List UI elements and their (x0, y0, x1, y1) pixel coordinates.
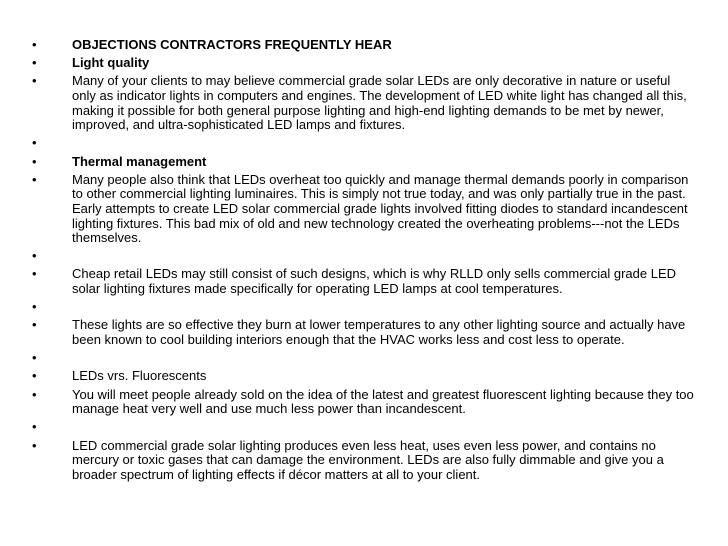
bullet-dot-icon: • (32, 135, 37, 151)
bullet-text: LED commercial grade solar lighting produces even less heat, uses even less power, and contains no mercury or toxic gases that can damage the environment. LEDs are also fully dimmable and give you a broader spectrum of lighting effects if décor matters at all to your client. (72, 437, 664, 482)
bullet-item (32, 318, 696, 347)
bullet-item (32, 420, 696, 435)
bullet-dot-icon: • (32, 368, 37, 384)
bullet-text: Cheap retail LEDs may still consist of such designs, which is why RLLD only sells commercial grade LED solar lighting fixtures made specifically for operating LED lamps at cool temperatures. (72, 266, 677, 297)
bullet-text: LEDs vrs. Fluorescents (72, 368, 207, 384)
bullet-item (32, 300, 696, 315)
bullet-item (32, 136, 696, 151)
bullet-text: Many of your clients to may believe commercial grade solar LEDs are only decorative in nature or useful only as indicator lights in computers and engines. The development of LED white light has changed all this, making it possible for both general purpose lighting and high-end lighting demands to be met by newer, improved, and ultra-sophisticated LED lamps and fixtures. (72, 73, 687, 133)
bullet-dot-icon: • (32, 37, 37, 52)
bullet-text: OBJECTIONS CONTRACTORS FREQUENTLY HEAR (72, 37, 392, 52)
bullet-dot-icon: • (32, 419, 37, 435)
bullet-dot-icon: • (32, 386, 37, 402)
bullet-dot-icon: • (32, 55, 37, 71)
bullet-item (32, 74, 696, 132)
bullet-dot-icon: • (32, 266, 37, 282)
bullet-item (32, 351, 696, 366)
bullet-item (32, 369, 696, 384)
bullet-list (32, 38, 696, 486)
bullet-dot-icon: • (32, 171, 37, 187)
bullet-item (32, 173, 696, 246)
bullet-dot-icon: • (32, 299, 37, 315)
bullet-text: Many people also think that LEDs overheat too quickly and manage thermal demands poorly in comparison to other commercial lighting luminaires. This is simply not true today, and was only partially true in the past. Early attempts to create LED solar commercial grade lights involved fitting diodes to standard incandescent lighting fixtures. This bad mix of old and new technology created the overheating problems---not the LEDs themselves. (72, 171, 689, 246)
bullet-dot-icon: • (32, 350, 37, 366)
bullet-item (32, 38, 696, 53)
bullet-text: You will meet people already sold on the idea of the latest and greatest fluorescent lighting because they too manage heat very well and use much less power than incandescent. (72, 386, 694, 417)
bullet-dot-icon: • (32, 153, 37, 169)
bullet-item (32, 56, 696, 71)
bullet-item (32, 249, 696, 264)
bullet-item (32, 388, 696, 417)
bullet-text: Light quality (72, 55, 150, 71)
bullet-item (32, 267, 696, 296)
bullet-text: Thermal management (72, 153, 207, 169)
bullet-item (32, 439, 696, 483)
bullet-dot-icon: • (32, 248, 37, 264)
bullet-text: These lights are so effective they burn at lower temperatures to any other lighting source and actually have been known to cool building interiors enough that the HVAC works less and cost less to operate. (72, 317, 686, 348)
bullet-dot-icon: • (32, 437, 37, 453)
bullet-dot-icon: • (32, 73, 37, 89)
bullet-dot-icon: • (32, 317, 37, 333)
bullet-item (32, 155, 696, 170)
